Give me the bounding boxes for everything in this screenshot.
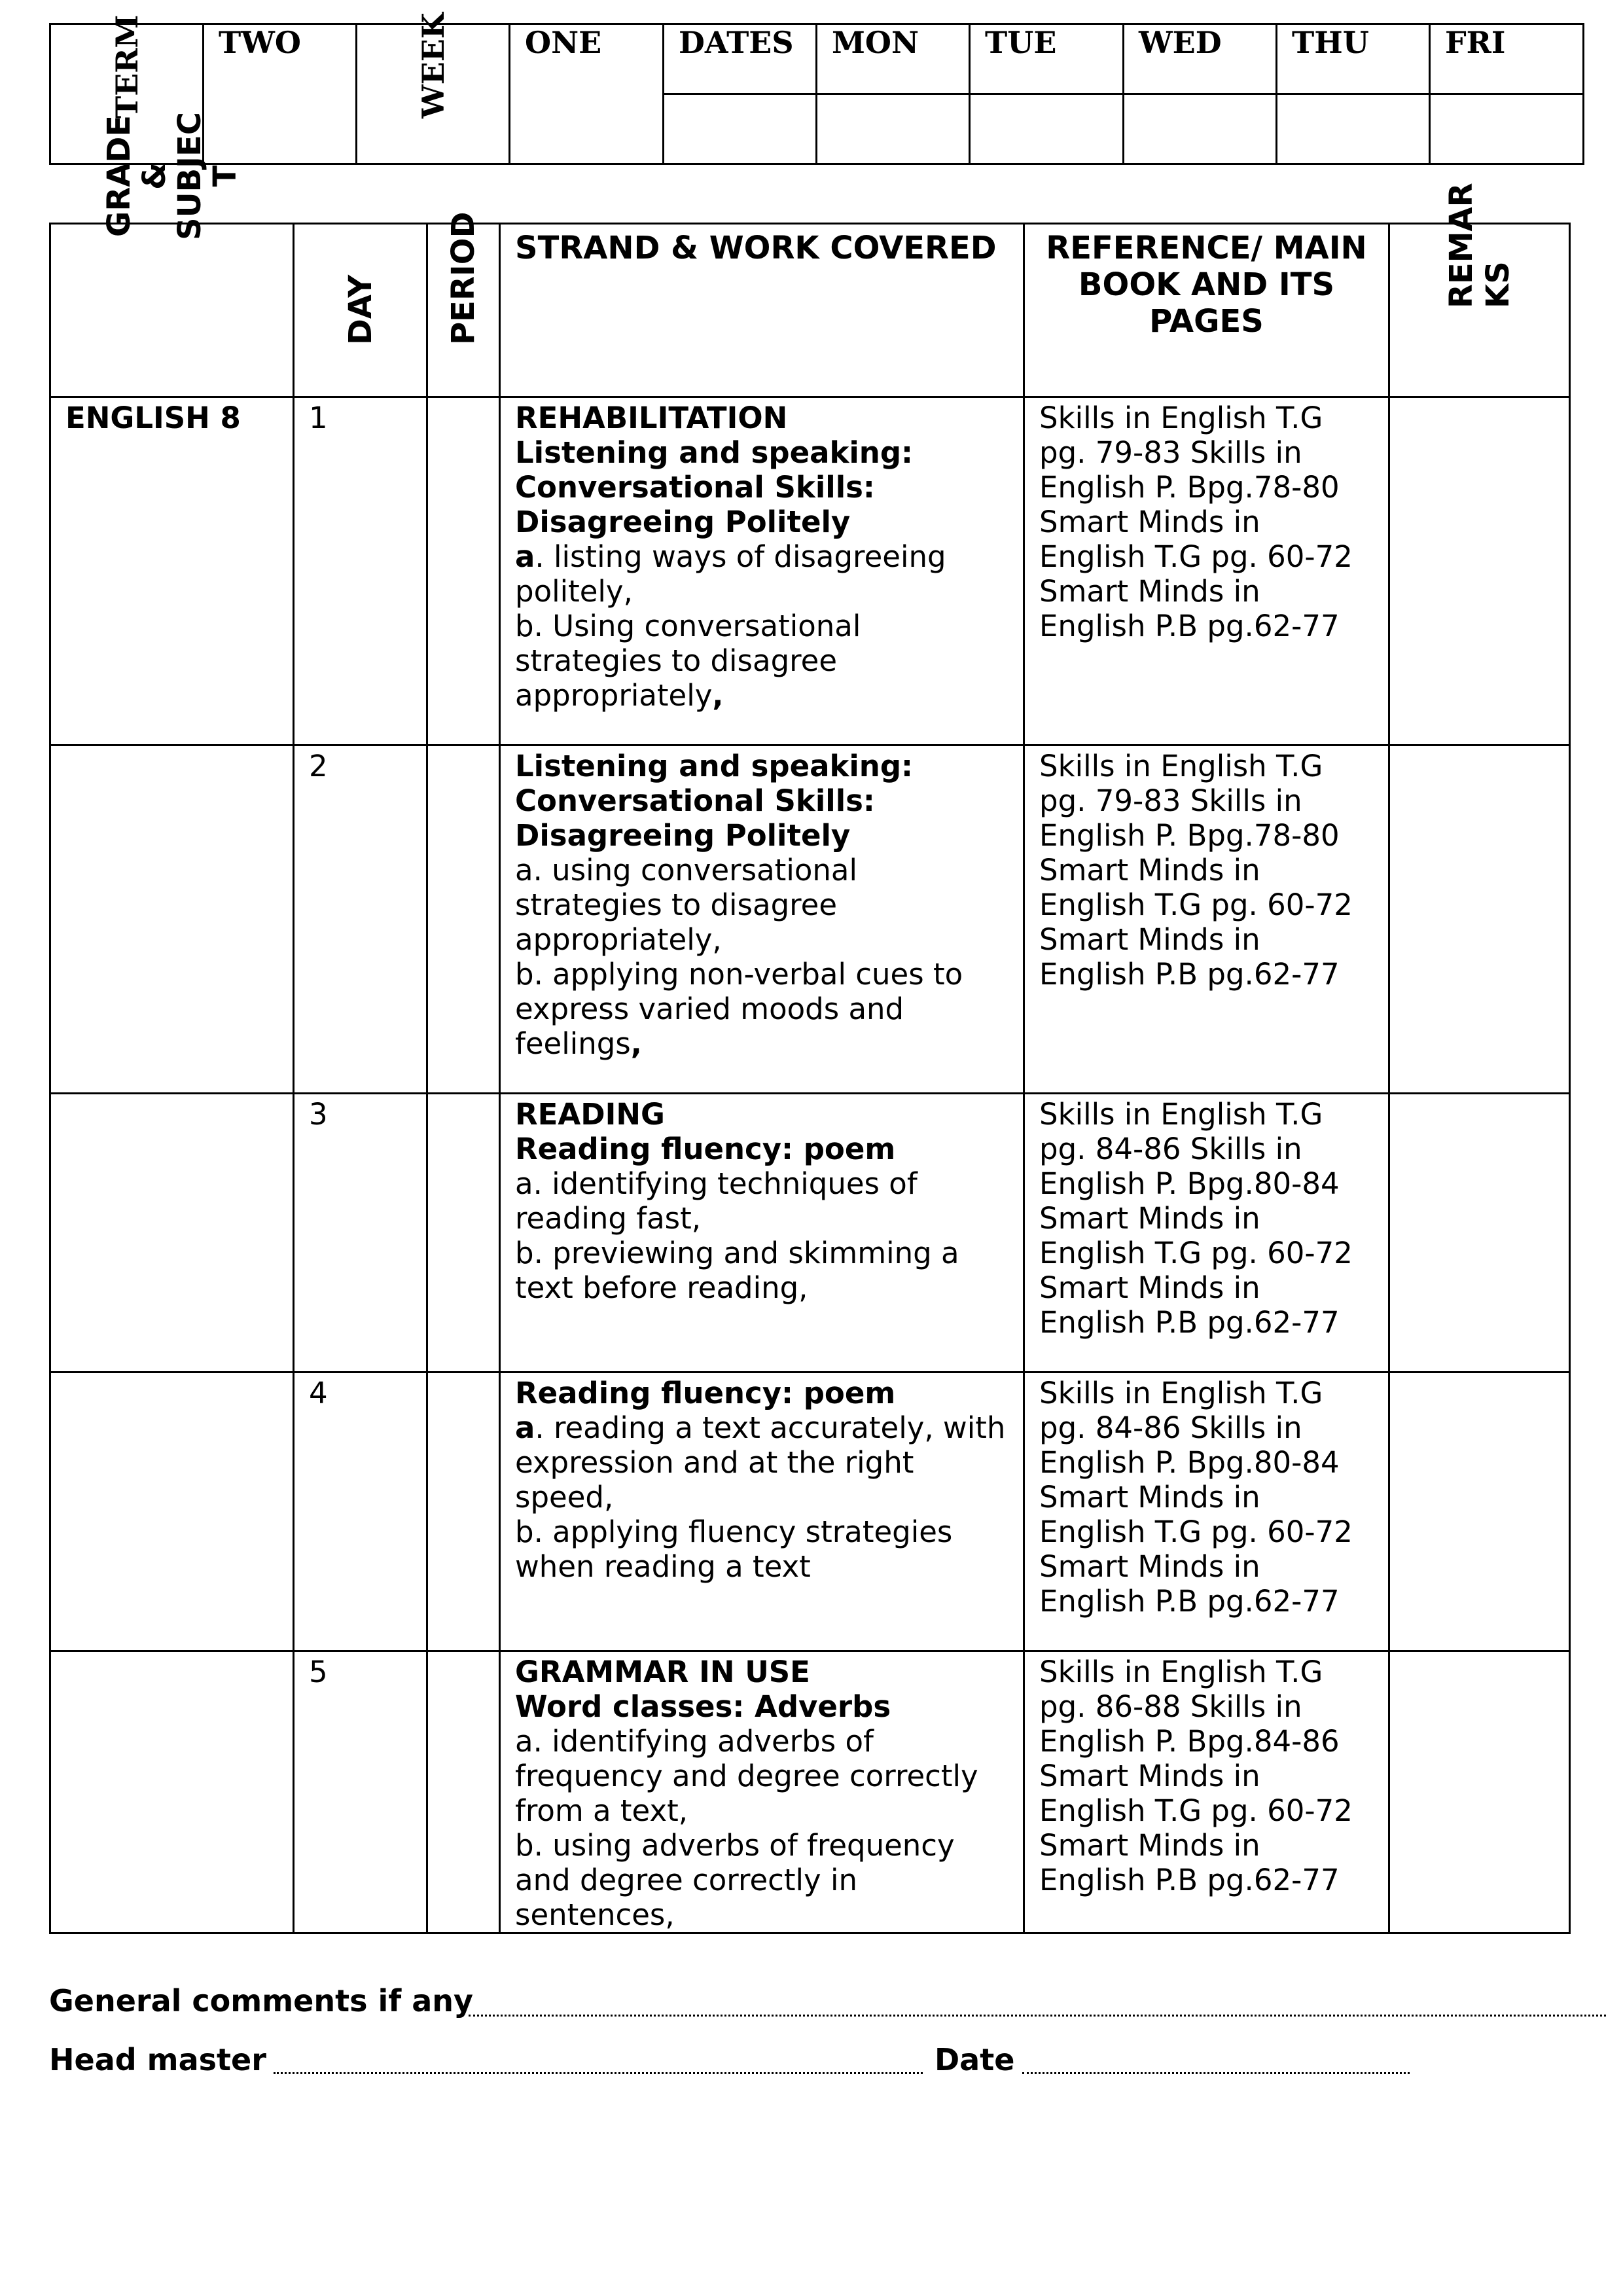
term-week-table (49, 12, 1584, 165)
strand-title-line: REHABILITATION (515, 401, 788, 435)
objective-b-text: b. applying fluency strategies when reading a text (515, 1515, 953, 1584)
week-label: WEEK (415, 12, 451, 118)
strand-cell (500, 745, 1024, 1094)
date-tue-cell (970, 94, 1124, 164)
day-header-text: DAY (342, 274, 379, 345)
headmaster-label: Head master (49, 2042, 266, 2077)
reference-text: Skills in English T.G pg. 84-86 Skills in English P. Bpg.80-84 Smart Minds in English T.G pg. 60-72 Smart Minds in English P.B pg.62-77 (1039, 1097, 1353, 1340)
day-thu-label: THU (1292, 25, 1369, 60)
day-cell (294, 1372, 427, 1651)
day-cell (294, 397, 427, 745)
objective-b (515, 1236, 1008, 1305)
day-header (294, 224, 427, 397)
objective-a-prefix: a (515, 1410, 535, 1445)
table-row (50, 1651, 1570, 1933)
grade-subject-cell (50, 1651, 294, 1933)
objective-b-text: b. using adverbs of frequency and degree correctly in sentences, (515, 1828, 955, 1932)
objective-b-text: b. applying non-verbal cues to express varied moods and feelings (515, 957, 963, 1061)
objective-b (515, 957, 1008, 1061)
grade-subject-text: ENGLISH 8 (65, 401, 241, 435)
reference-cell (1024, 745, 1389, 1094)
strand-title-line: Reading fluency: poem (515, 1132, 896, 1166)
objective-a (515, 1166, 1008, 1236)
general-comments-label: General comments if any (49, 1983, 474, 2018)
objective-a-text: . listing ways of disagreeing politely, (515, 539, 946, 609)
day-cell (294, 1651, 427, 1933)
day-number: 4 (309, 1376, 328, 1410)
strand-cell (500, 1651, 1024, 1933)
date-fri-cell (1430, 94, 1584, 164)
term-value: TWO (219, 25, 301, 60)
objective-b (515, 1828, 1008, 1932)
remarks-header-line: REMAR (1442, 183, 1480, 308)
day-fri-label: FRI (1445, 25, 1506, 60)
grade-subject-cell (50, 745, 294, 1094)
day-number: 1 (309, 401, 328, 435)
strand-cell (500, 1372, 1024, 1651)
period-cell (427, 397, 500, 745)
remarks-cell (1389, 1372, 1570, 1651)
table-row (50, 1372, 1570, 1651)
reference-cell (1024, 397, 1389, 745)
objective-a (515, 1410, 1008, 1515)
strand-title-line: Disagreeing Politely (515, 818, 851, 853)
day-wed-label: WED (1139, 25, 1222, 60)
week-value-cell (510, 24, 664, 164)
strand-cell (500, 1094, 1024, 1372)
table-row (50, 397, 1570, 745)
strand-header-text: STRAND & WORK COVERED (515, 230, 997, 266)
strand-title-line: Listening and speaking: (515, 749, 914, 783)
reference-cell (1024, 1372, 1389, 1651)
remarks-cell (1389, 1651, 1570, 1933)
remarks-cell (1389, 397, 1570, 745)
day-thu-header (1277, 24, 1430, 94)
day-tue-label: TUE (985, 25, 1057, 60)
reference-text: Skills in English T.G pg. 86-88 Skills in English P. Bpg.84-86 Smart Minds in English T.G pg. 60-72 Smart Minds in English P.B pg.62-77 (1039, 1655, 1353, 1897)
date-wed-cell (1124, 94, 1277, 164)
objective-a-text: a. using conversational strategies to disagree appropriately, (515, 853, 857, 957)
day-cell (294, 1094, 427, 1372)
general-comments-line[interactable] (469, 2015, 1606, 2017)
grade-subject-header-line: & (135, 162, 173, 190)
day-number: 3 (309, 1097, 328, 1132)
objective-a-prefix: a (515, 539, 535, 574)
term-label: TERM (109, 14, 145, 118)
objective-a (515, 1724, 1008, 1828)
day-wed-header (1124, 24, 1277, 94)
grade-subject-cell (50, 1372, 294, 1651)
dates-value-cell (664, 94, 817, 164)
day-number: 2 (309, 749, 328, 783)
date-line[interactable] (1022, 2072, 1410, 2074)
strand-title-line: READING (515, 1097, 665, 1132)
week-value: ONE (525, 25, 602, 60)
objective-a-text: . reading a text accurately, with expression and at the right speed, (515, 1410, 1006, 1515)
objective-a (515, 539, 1008, 609)
reference-cell (1024, 1094, 1389, 1372)
remarks-header (1389, 183, 1570, 397)
objective-a (515, 853, 1008, 957)
strand-title-line: Disagreeing Politely (515, 505, 851, 539)
objective-b (515, 609, 1008, 713)
period-cell (427, 1372, 500, 1651)
reference-header-text: REFERENCE/ MAIN BOOK AND ITS PAGES (1046, 230, 1367, 340)
period-cell (427, 1651, 500, 1933)
grade-subject-cell (50, 1094, 294, 1372)
grade-subject-header-line: SUBJEC (171, 111, 208, 240)
day-tue-header (970, 24, 1124, 94)
period-header-text: PERIOD (445, 211, 482, 345)
objective-a-text: a. identifying techniques of reading fast, (515, 1166, 918, 1236)
date-mon-cell (817, 94, 970, 164)
reference-text: Skills in English T.G pg. 79-83 Skills in English P. Bpg.78-80 Smart Minds in English T.G pg. 60-72 Smart Minds in English P.B pg.62-77 (1039, 401, 1353, 643)
date-label: Date (935, 2042, 1015, 2077)
table-header-row (50, 224, 1570, 397)
strand-title-line: Conversational Skills: (515, 470, 875, 505)
remarks-cell (1389, 745, 1570, 1094)
day-mon-label: MON (832, 25, 919, 60)
strand-title-line: Conversational Skills: (515, 783, 875, 818)
objective-a-text: a. identifying adverbs of frequency and degree correctly from a text, (515, 1724, 978, 1828)
objective-b-text: b. previewing and skimming a text before reading, (515, 1236, 959, 1305)
objective-b-end: , (630, 1026, 642, 1061)
strand-title-line: Listening and speaking: (515, 435, 914, 470)
strand-cell (500, 397, 1024, 745)
strand-title-line: Word classes: Adverbs (515, 1689, 891, 1724)
objective-b (515, 1515, 1008, 1584)
headmaster-signature-line[interactable] (274, 2072, 923, 2074)
dates-label: DATES (679, 25, 794, 60)
reference-header (1024, 224, 1389, 397)
objective-b-end: , (712, 678, 724, 713)
objective-b-text: b. Using conversational strategies to disagree appropriately (515, 609, 861, 713)
lesson-plan-table (49, 111, 1571, 1934)
dates-label-cell (664, 24, 817, 94)
remarks-header-line: KS (1479, 261, 1516, 308)
remarks-cell (1389, 1094, 1570, 1372)
grade-subject-header-text (101, 112, 243, 240)
period-header (427, 211, 500, 397)
period-cell (427, 745, 500, 1094)
date-thu-cell (1277, 94, 1430, 164)
table-row (50, 1094, 1570, 1372)
reference-text: Skills in English T.G pg. 79-83 Skills in English P. Bpg.78-80 Smart Minds in English T.G pg. 60-72 Smart Minds in English P.B pg.62-77 (1039, 749, 1353, 992)
grade-subject-header-line: GRADE (100, 115, 137, 238)
table-row (50, 745, 1570, 1094)
period-cell (427, 1094, 500, 1372)
day-cell (294, 745, 427, 1094)
week-label-cell (357, 12, 510, 164)
day-number: 5 (309, 1655, 328, 1689)
day-fri-header (1430, 24, 1584, 94)
strand-title-line: Reading fluency: poem (515, 1376, 896, 1410)
remarks-header-text (1443, 183, 1516, 308)
reference-text: Skills in English T.G pg. 84-86 Skills in English P. Bpg.80-84 Smart Minds in English T.G pg. 60-72 Smart Minds in English P.B pg.62-77 (1039, 1376, 1353, 1619)
reference-cell (1024, 1651, 1389, 1933)
grade-subject-cell (50, 397, 294, 745)
grade-subject-header-line: T (206, 165, 243, 187)
grade-subject-header (50, 111, 294, 397)
strand-header (500, 224, 1024, 397)
strand-title-line: GRAMMAR IN USE (515, 1655, 810, 1689)
day-mon-header (817, 24, 970, 94)
